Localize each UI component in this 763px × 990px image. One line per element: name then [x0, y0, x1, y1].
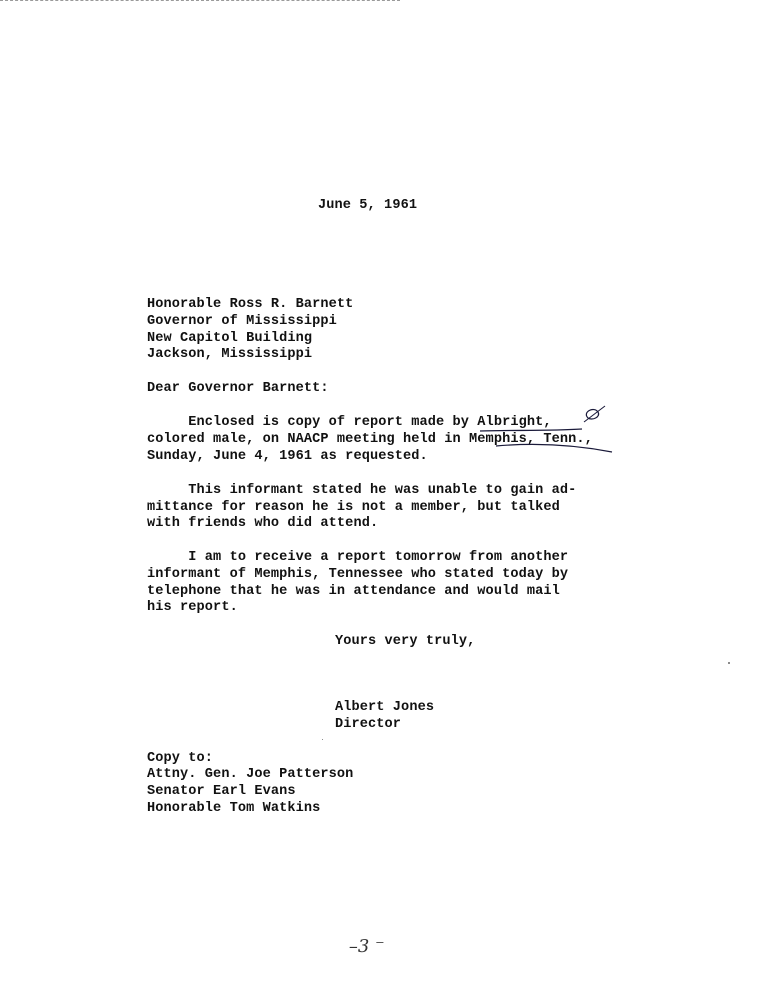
- signer-title: Director: [335, 717, 402, 732]
- copy-to-line: Attny. Gen. Joe Patterson: [147, 767, 354, 782]
- recipient-line: Governor of Mississippi: [147, 314, 337, 329]
- scan-speck: [322, 739, 323, 740]
- salutation: Dear Governor Barnett:: [147, 381, 329, 396]
- recipient-line: Honorable Ross R. Barnett: [147, 297, 354, 312]
- paragraph-line: telephone that he was in attendance and would mail: [147, 584, 560, 599]
- paragraph-line: mittance for reason he is not a member, but talked: [147, 500, 560, 515]
- page-number-dash-left: –: [348, 936, 358, 957]
- page-number: [326, 915, 385, 978]
- page-number-value: 3: [357, 936, 370, 957]
- paragraph-line: with friends who did attend.: [147, 516, 379, 531]
- copy-to-label: Copy to:: [147, 751, 214, 766]
- letter-date: June 5, 1961: [318, 198, 418, 213]
- paragraph-line: informant of Memphis, Tennessee who stated today by: [147, 567, 569, 582]
- page-number-dash-right: ⁻: [369, 936, 385, 957]
- paragraph-line: his report.: [147, 600, 238, 615]
- signer-name: Albert Jones: [335, 700, 435, 715]
- paragraph-line: colored male, on NAACP meeting held in Memphis, Tenn.,: [147, 432, 593, 447]
- copy-to-line: Honorable Tom Watkins: [147, 801, 321, 816]
- closing: Yours very truly,: [335, 634, 476, 649]
- paragraph-line: I am to receive a report tomorrow from another: [147, 550, 569, 565]
- paragraph-line: This informant stated he was unable to gain ad-: [147, 483, 577, 498]
- scan-speck: [728, 662, 730, 664]
- copy-to-line: Senator Earl Evans: [147, 784, 296, 799]
- recipient-line: Jackson, Mississippi: [147, 347, 313, 362]
- paragraph-line: Enclosed is copy of report made by Albright,: [147, 415, 552, 430]
- recipient-line: New Capitol Building: [147, 331, 313, 346]
- paragraph-line: Sunday, June 4, 1961 as requested.: [147, 449, 428, 464]
